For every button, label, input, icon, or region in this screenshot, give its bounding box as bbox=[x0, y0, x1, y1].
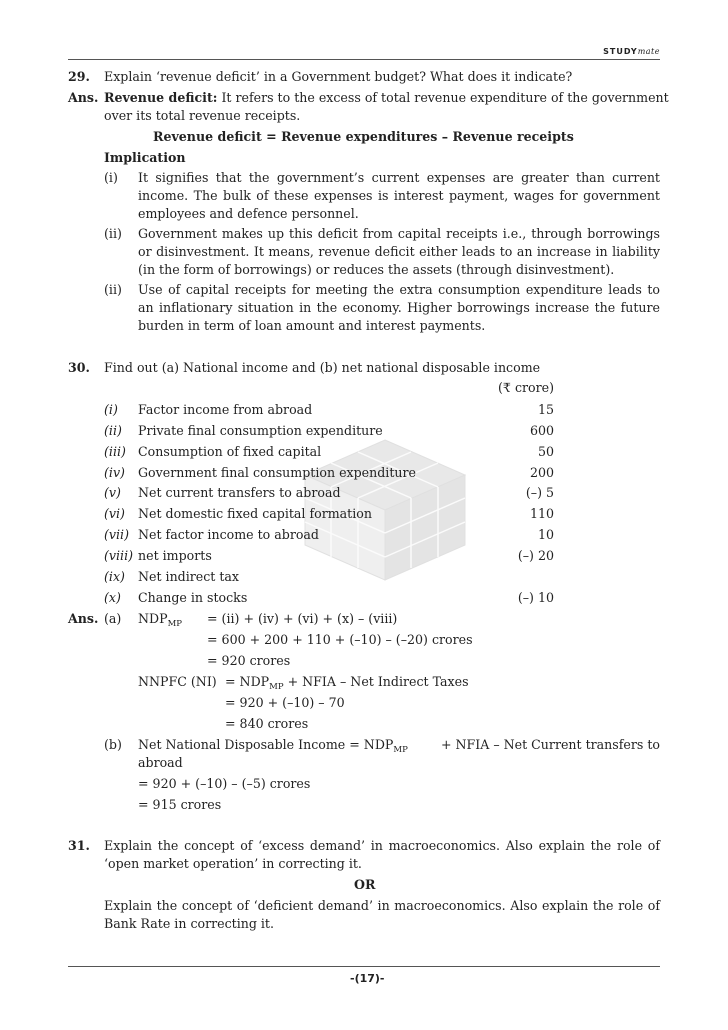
list-item-line: employees and defence personnel. bbox=[138, 206, 359, 221]
equation-line: = 920 + (–10) – 70 bbox=[225, 695, 345, 710]
question-number: 31. bbox=[68, 838, 90, 853]
list-marker: (iv) bbox=[104, 465, 125, 480]
question-number: 29. bbox=[68, 69, 90, 84]
answer-label: Ans. bbox=[68, 611, 99, 626]
implication-heading: Implication bbox=[104, 150, 186, 165]
list-item-line: burden in term of loan amount and interest payments. bbox=[138, 318, 486, 333]
item-label: Net domestic fixed capital formation bbox=[138, 506, 372, 521]
list-marker: (iii) bbox=[104, 444, 126, 459]
item-label: Factor income from abroad bbox=[138, 402, 313, 417]
list-marker: (ii) bbox=[104, 423, 122, 438]
or-separator: OR bbox=[354, 877, 376, 892]
item-label: Net current transfers to abroad bbox=[138, 485, 341, 500]
list-marker: (vi) bbox=[104, 506, 125, 521]
item-value: 15 bbox=[537, 402, 554, 417]
equation-line: = 840 crores bbox=[225, 716, 309, 731]
part-marker: (a) bbox=[104, 611, 122, 626]
part-marker: (b) bbox=[104, 737, 122, 752]
item-label: Private final consumption expenditure bbox=[138, 423, 383, 438]
answer-label: Ans. bbox=[68, 90, 99, 105]
item-value: 10 bbox=[537, 527, 554, 542]
ndp-label: $NDP_{MP}$ bbox=[138, 611, 183, 629]
question-text: Explain the concept of ‘excess demand’ in macroeconomics. Also explain the role of bbox=[104, 838, 660, 853]
item-value: 50 bbox=[537, 444, 554, 459]
question-number: 30. bbox=[68, 360, 90, 375]
item-value: 600 bbox=[529, 423, 554, 438]
item-label: Net indirect tax bbox=[138, 569, 240, 584]
footer-rule bbox=[68, 966, 660, 967]
item-value: (–) 10 bbox=[517, 590, 554, 605]
formula: Revenue deficit = Revenue expenditures – Revenue receipts bbox=[153, 129, 574, 144]
equation-line: Net National Disposable Income = $NDP_{MP}$ + NFIA – Net Current transfers to bbox=[138, 737, 660, 755]
item-value: (–) 20 bbox=[517, 548, 554, 563]
question-text: Find out (a) National income and (b) net national disposable income bbox=[104, 360, 541, 375]
list-marker: (ii) bbox=[104, 226, 122, 241]
item-label: Change in stocks bbox=[138, 590, 248, 605]
list-marker: (ix) bbox=[104, 569, 125, 584]
question-text: ‘open market operation’ in correcting it. bbox=[104, 856, 362, 871]
list-marker: (i) bbox=[104, 170, 118, 185]
item-value: (–) 5 bbox=[525, 485, 554, 500]
page-number: -(17)- bbox=[350, 972, 385, 985]
item-value: 110 bbox=[529, 506, 554, 521]
equation-line: abroad bbox=[138, 755, 183, 770]
list-item-line: income. The bulk of these expenses is interest payment, wages for government bbox=[138, 188, 660, 203]
item-label: Consumption of fixed capital bbox=[138, 444, 322, 459]
list-marker: (i) bbox=[104, 402, 118, 417]
list-marker: (vii) bbox=[104, 527, 129, 542]
answer-definition-line: over its total revenue receipts. bbox=[104, 108, 301, 123]
nnpfc-label: NNPFC (NI) bbox=[138, 674, 217, 689]
list-marker: (viii) bbox=[104, 548, 134, 563]
term: Revenue deficit: bbox=[104, 90, 218, 105]
list-item-line: It signifies that the government’s current expenses are greater than current bbox=[138, 170, 660, 185]
item-value: 200 bbox=[529, 465, 554, 480]
unit-label: (₹ crore) bbox=[498, 380, 554, 395]
header-rule bbox=[68, 59, 660, 60]
item-label: Government final consumption expenditure bbox=[138, 465, 416, 480]
question-text: Explain the concept of ‘deficient demand’ in macroeconomics. Also explain the role of bbox=[104, 898, 660, 913]
list-marker: (x) bbox=[104, 590, 121, 605]
list-item-line: an inflationary situation in the economy. Higher borrowings increase the future bbox=[138, 300, 660, 315]
answer-definition-line: Revenue deficit: It refers to the excess of total revenue expenditure of the government bbox=[104, 90, 669, 105]
list-item-line: Government makes up this deficit from capital receipts i.e., through borrowings bbox=[138, 226, 660, 241]
list-item-line: or disinvestment. It means, revenue deficit either leads to an increase in liability bbox=[138, 244, 660, 259]
brand-logo: STUDYmate bbox=[603, 47, 660, 56]
item-label: Net factor income to abroad bbox=[138, 527, 319, 542]
question-text: Bank Rate in correcting it. bbox=[104, 916, 274, 931]
list-marker: (v) bbox=[104, 485, 121, 500]
list-item-line: (in the form of borrowings) or reduces the assets (through disinvestment). bbox=[138, 262, 615, 277]
equation-line: = 920 crores bbox=[207, 653, 291, 668]
equation-line: = 600 + 200 + 110 + (–10) – (–20) crores bbox=[207, 632, 473, 647]
item-label: net imports bbox=[138, 548, 212, 563]
question-text: Explain ‘revenue deficit’ in a Government budget? What does it indicate? bbox=[104, 69, 573, 84]
equation-line: = 915 crores bbox=[138, 797, 222, 812]
equation-line: = 920 + (–10) – (–5) crores bbox=[138, 776, 311, 791]
list-item-line: Use of capital receipts for meeting the extra consumption expenditure leads to bbox=[138, 282, 660, 297]
list-marker: (ii) bbox=[104, 282, 122, 297]
equation-line: = (ii) + (iv) + (vi) + (x) – (viii) bbox=[207, 611, 398, 626]
equation-line: = $NDP_{MP}$ + NFIA – Net Indirect Taxes bbox=[225, 674, 469, 692]
